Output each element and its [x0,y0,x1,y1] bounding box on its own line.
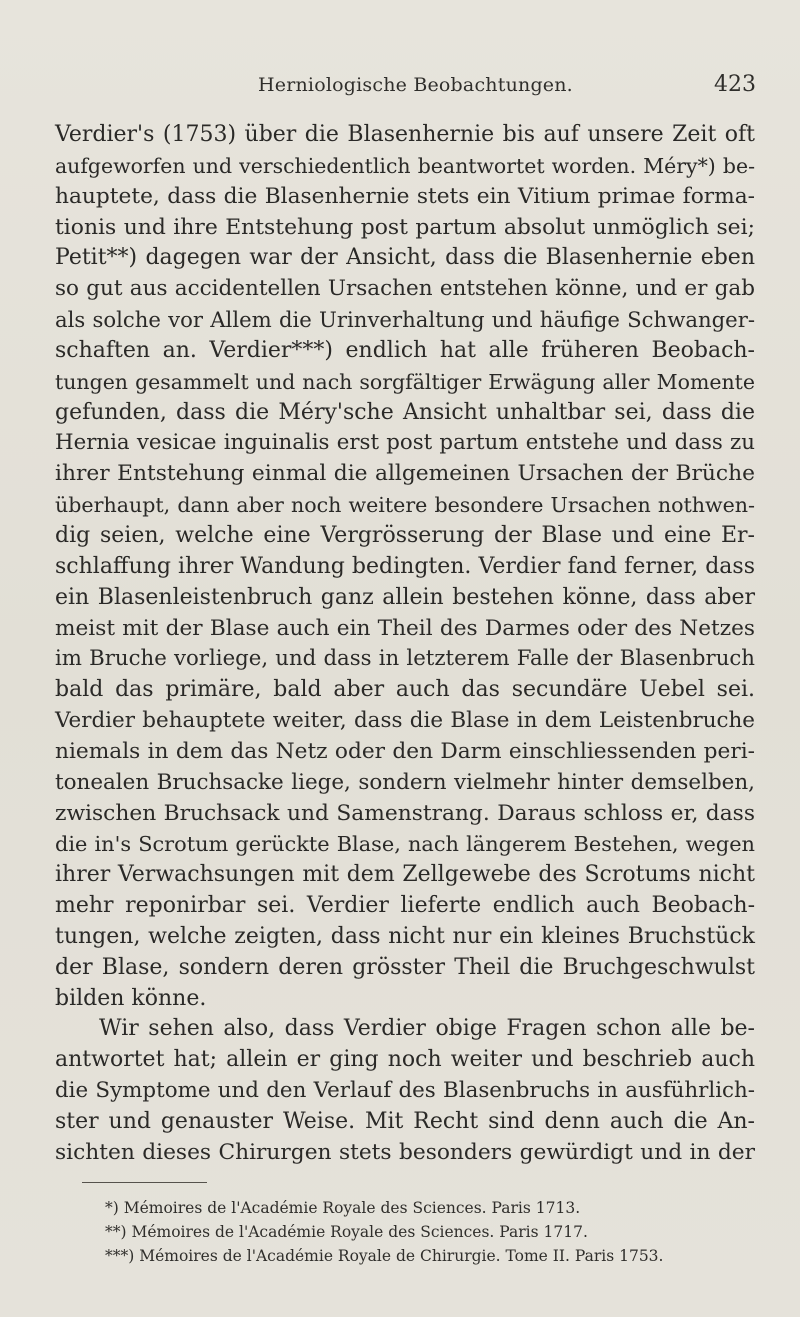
footnote: **) Mémoires de l'Académie Royale des Sciences. Paris 1717. [105,1223,588,1241]
footnote-rule [82,1182,207,1183]
text-line: als solche vor Allem die Urinverhaltung und häufige Schwanger- [55,307,755,333]
text-line: schaften an. Verdier***) endlich hat alle früheren Beobach- [55,337,755,363]
text-line: im Bruche vorliege, und dass in letzterem Falle der Blasenbruch [55,646,755,672]
text-line: Hernia vesicae inguinalis erst post partum entstehe und dass zu [55,430,755,456]
text-line: aufgeworfen und verschiedentlich beantwortet worden. Méry*) be- [55,153,755,178]
text-line: bald das primäre, bald aber auch das secundäre Uebel sei. [55,677,755,703]
text-line: Verdier's (1753) über die Blasenhernie bis auf unsere Zeit oft [55,122,755,147]
text-line: Petit**) dagegen war der Ansicht, dass die Blasenhernie eben [55,245,755,271]
page-header [58,72,756,102]
text-line: Verdier behauptete weiter, dass die Blase in dem Leistenbruche [55,708,755,734]
text-line: meist mit der Blase auch ein Theil des Darmes oder des Netzes [55,615,755,641]
paragraph-end-line: bilden könne. [55,985,207,1011]
text-line: tionis und ihre Entstehung post partum absolut unmöglich sei; [55,214,755,240]
running-head: Herniologische Beobachtungen. [258,74,573,96]
text-line: tungen gesammelt und nach sorgfältiger Erwägung aller Momente [55,369,755,394]
text-line: antwortet hat; allein er ging noch weiter und beschrieb auch [55,1047,755,1073]
text-line: ster und genauster Weise. Mit Recht sind denn auch die An- [55,1109,755,1134]
text-line: die Symptome und den Verlauf des Blasenbruchs in ausführlich- [55,1078,755,1104]
text-line: schlaffung ihrer Wandung bedingten. Verdier fand ferner, dass [55,553,755,579]
text-line: der Blase, sondern deren grösster Theil die Bruchgeschwulst [55,954,755,980]
text-line: hauptete, dass die Blasenhernie stets ein Vitium primae forma- [55,183,755,209]
text-line: tonealen Bruchsacke liege, sondern vielmehr hinter demselben, [55,769,755,795]
text-line: mehr reponirbar sei. Verdier lieferte endlich auch Beobach- [55,893,755,919]
text-line: ein Blasenleistenbruch ganz allein bestehen könne, dass aber [55,584,755,610]
text-line: niemals in dem das Netz oder den Darm einschliessenden peri- [55,738,755,764]
footnote: ***) Mémoires de l'Académie Royale de Chirurgie. Tome II. Paris 1753. [105,1247,664,1265]
text-line: überhaupt, dann aber noch weitere besondere Ursachen nothwen- [55,493,755,518]
text-line: sichten dieses Chirurgen stets besonders gewürdigt und in der [55,1139,755,1165]
page-number: 423 [714,72,756,97]
text-line: tungen, welche zeigten, dass nicht nur ein kleines Bruchstück [55,923,755,949]
text-line: die in's Scrotum gerückte Blase, nach längerem Bestehen, wegen [55,832,755,857]
text-line: zwischen Bruchsack und Samenstrang. Daraus schloss er, dass [55,800,755,826]
footnote: *) Mémoires de l'Académie Royale des Sciences. Paris 1713. [105,1199,581,1217]
main-text [55,120,755,1169]
footnotes [105,1196,725,1268]
paragraph-start-line: Wir sehen also, dass Verdier obige Fragen schon alle be- [99,1016,755,1042]
text-line: dig seien, welche eine Vergrösserung der Blase und eine Er- [55,522,755,548]
text-line: so gut aus accidentellen Ursachen entstehen könne, und er gab [55,276,755,302]
text-line: gefunden, dass die Méry'sche Ansicht unhaltbar sei, dass die [55,399,755,425]
text-line: ihrer Entstehung einmal die allgemeinen Ursachen der Brüche [55,461,755,487]
text-line: ihrer Verwachsungen mit dem Zellgewebe des Scrotums nicht [55,862,755,888]
